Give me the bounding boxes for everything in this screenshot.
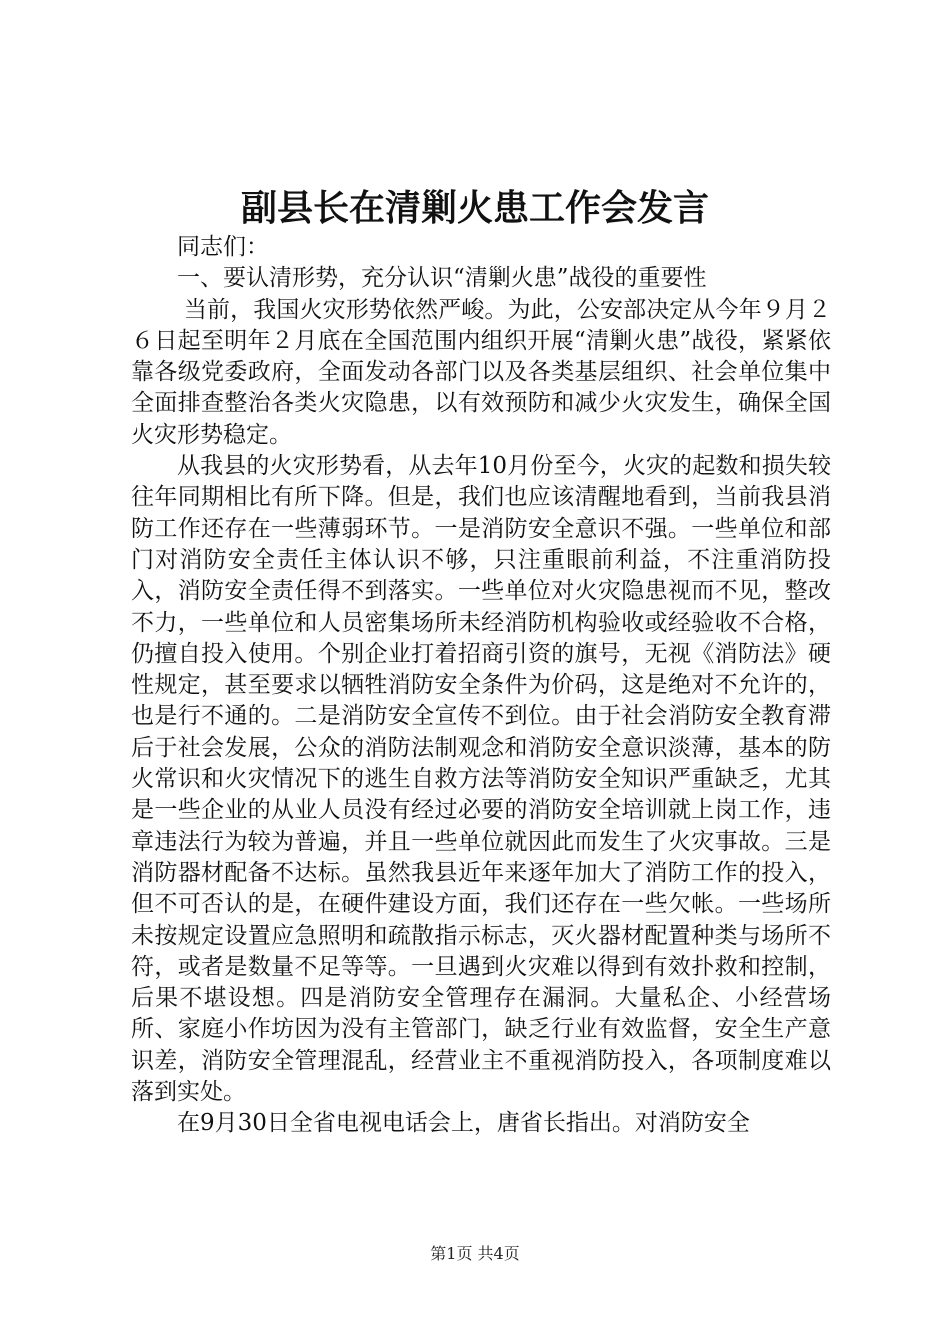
- page-footer: 第1页 共4页: [430, 1244, 520, 1263]
- paragraph: 当前，我国火灾形势依然严峻。为此，公安部决定从今年９月２６日起至明年２月底在全国范围内组织开展“清剿火患”战役，紧紧依靠各级党委政府，全面发动各部门以及各类基层组织、社会单位集中全面排查整治各类火灾隐患，以有效预防和减少火灾发生，确保全国火灾形势稳定。: [131, 296, 831, 448]
- section-heading: 一、要认清形势，充分认识“清剿火患”战役的重要性: [177, 265, 707, 292]
- document-title: 副县长在清剿火患工作会发言: [240, 187, 709, 229]
- salutation: 同志们：: [177, 234, 269, 260]
- paragraph: 从我县的火灾形势看，从去年10月份至今，火灾的起数和损失较往年同期相比有所下降。但是，我们也应该清醒地看到，当前我县消防工作还存在一些薄弱环节。一是消防安全意识不强。一些单位和部门对消防安全责任主体认识不够，只注重眼前利益，不注重消防投入，消防安全责任得不到落实。一些单位对火灾隐患视而不见，整改不力，一些单位和人员密集场所未经消防机构验收或经验收不合格，仍擅自投入使用。个别企业打着招商引资的旗号，无视《消防法》硬性规定，甚至要求以牺牲消防安全条件为价码，这是绝对不允许的，也是行不通的。二是消防安全宣传不到位。由于社会消防安全教育滞后于社会发展，公众的消防法制观念和消防安全意识淡薄，基本的防火常识和火灾情况下的逃生自救方法等消防安全知识严重缺乏，尤其是一些企业的从业人员没有经过必要的消防安全培训就上岗工作，违章违法行为较为普遍，并且一些单位就因此而发生了火灾事故。三是消防器材配备不达标。虽然我县近年来逐年加大了消防工作的投入，但不可否认的是，在硬件建设方面，我们还存在一些欠帐。一些场所未按规定设置应急照明和疏散指示标志，灭火器材配置种类与场所不符，或者是数量不足等等。一旦遇到火灾难以得到有效扑救和控制，后果不堪设想。四是消防安全管理存在漏洞。大量私企、小经营场所、家庭小作坊因为没有主管部门，缺乏行业有效监督，安全生产意识差，消防安全管理混乱，经营业主不重视消防投入，各项制度难以落到实处。: [131, 453, 831, 1106]
- document-body: [131, 232, 831, 1140]
- paragraph: 在9月30日全省电视电话会上，唐省长指出。对消防安全: [177, 1110, 750, 1137]
